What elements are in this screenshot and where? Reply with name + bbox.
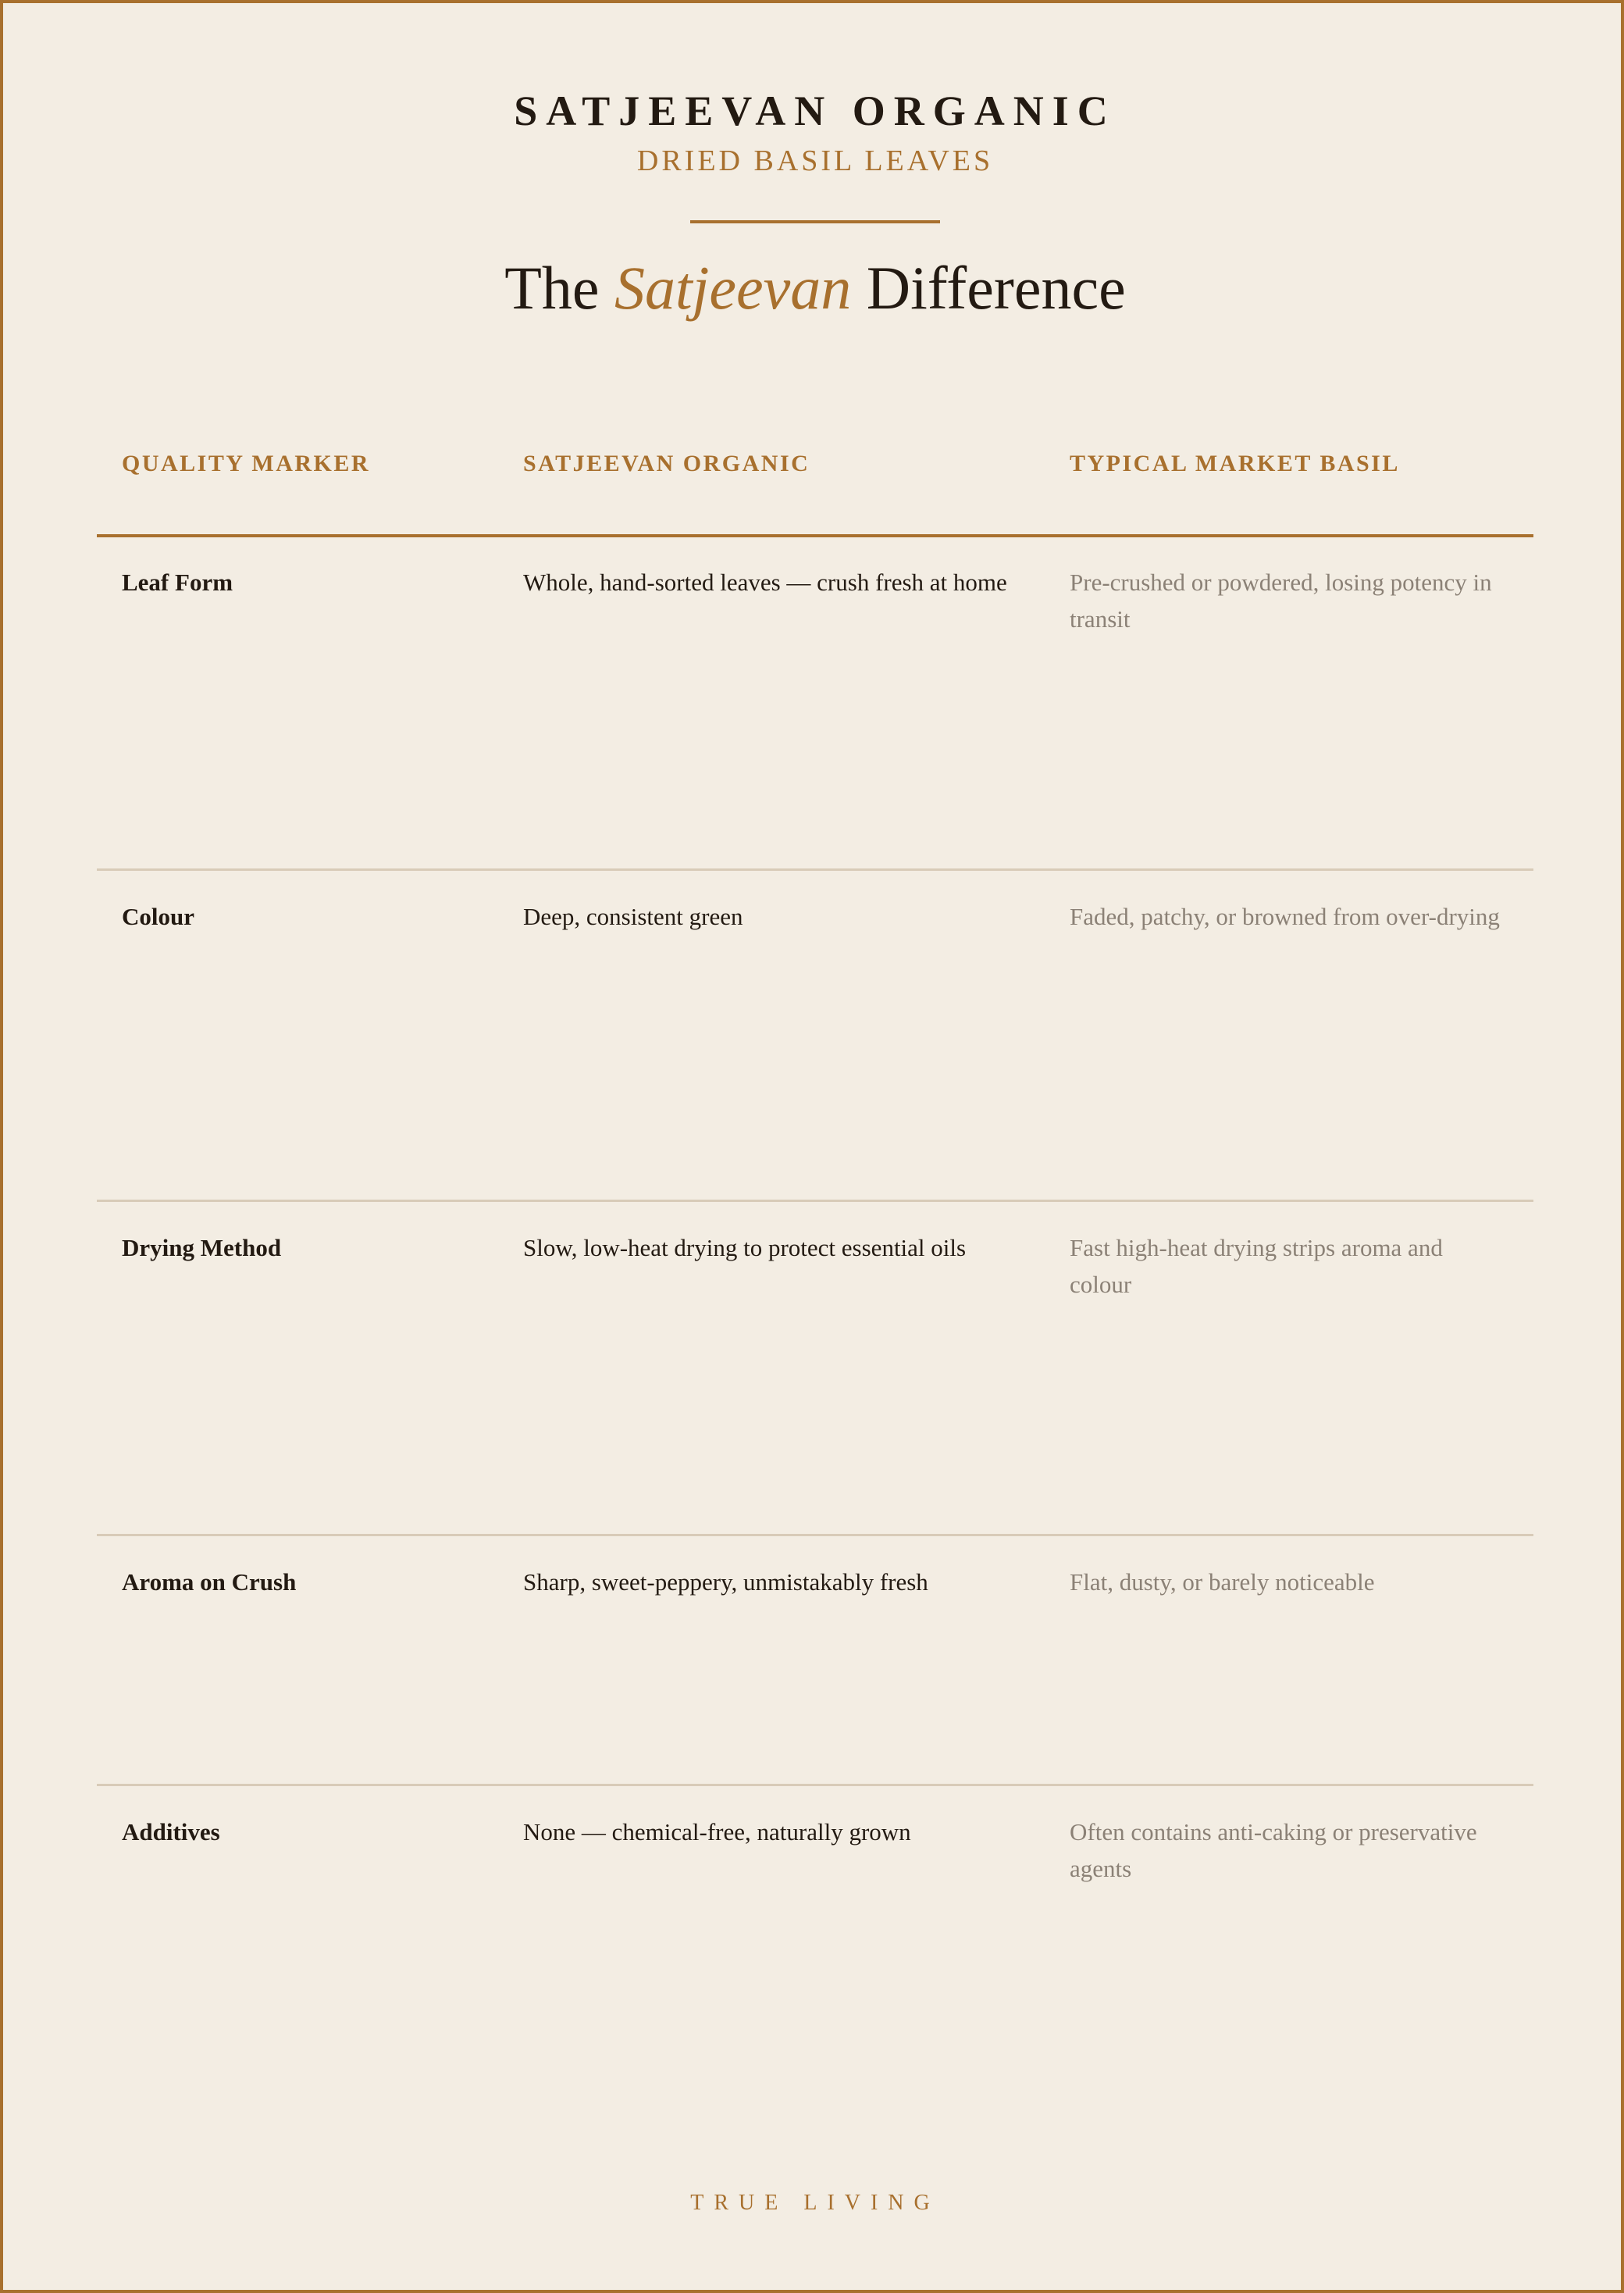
row-marker: Drying Method bbox=[122, 1234, 282, 1261]
row-satjeevan-value: Sharp, sweet-peppery, unmistakably fresh bbox=[523, 1568, 928, 1596]
row-satjeevan-value: Whole, hand-sorted leaves — crush fresh at home bbox=[523, 569, 1007, 596]
row-satjeevan-value: None — chemical-free, naturally grown bbox=[523, 1818, 911, 1845]
page-title bbox=[3, 253, 1624, 323]
table-header-divider bbox=[97, 534, 1533, 537]
row-divider bbox=[97, 868, 1533, 871]
footer-tagline: TRUE LIVING bbox=[690, 2191, 940, 2215]
row-divider bbox=[97, 1200, 1533, 1202]
row-divider bbox=[97, 1784, 1533, 1786]
title-prefix: The bbox=[504, 254, 615, 322]
row-marker: Colour bbox=[122, 903, 194, 930]
column-header-satjeevan: SATJEEVAN ORGANIC bbox=[523, 451, 810, 476]
row-market-value: Pre-crushed or powdered, losing potency in transit bbox=[1070, 569, 1492, 633]
row-divider bbox=[97, 1534, 1533, 1536]
row-marker: Aroma on Crush bbox=[122, 1568, 297, 1596]
row-marker: Additives bbox=[122, 1818, 220, 1845]
brand-name: SATJEEVAN ORGANIC bbox=[514, 87, 1116, 134]
product-name: DRIED BASIL LEAVES bbox=[636, 144, 994, 177]
title-suffix: Difference bbox=[851, 254, 1126, 322]
row-satjeevan-value: Slow, low-heat drying to protect essential oils bbox=[523, 1234, 967, 1261]
row-market-value: Faded, patchy, or browned from over-drying bbox=[1070, 903, 1500, 930]
column-header-quality-marker: QUALITY MARKER bbox=[122, 451, 371, 476]
row-satjeevan-value: Deep, consistent green bbox=[523, 903, 743, 930]
title-accent: Satjeevan bbox=[614, 254, 852, 322]
row-market-value: Often contains anti-caking or preservative agents bbox=[1070, 1818, 1477, 1882]
header-divider bbox=[690, 220, 940, 223]
row-market-value: Fast high-heat drying strips aroma and colour bbox=[1070, 1234, 1443, 1298]
row-marker: Leaf Form bbox=[122, 569, 233, 596]
row-market-value: Flat, dusty, or barely noticeable bbox=[1070, 1568, 1375, 1596]
column-header-market: TYPICAL MARKET BASIL bbox=[1070, 451, 1400, 476]
